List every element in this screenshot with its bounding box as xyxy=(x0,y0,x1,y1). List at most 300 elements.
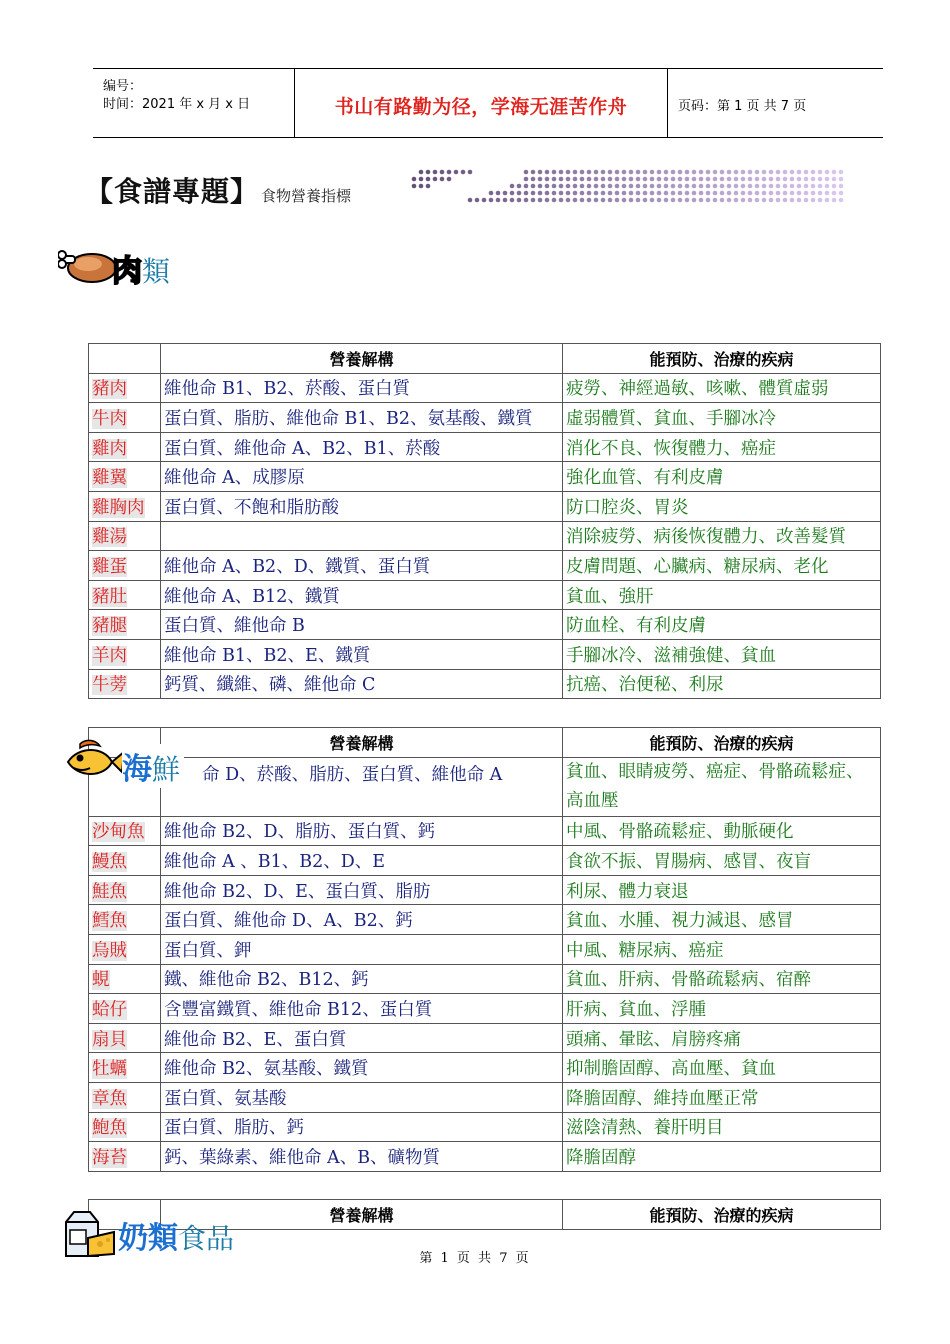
table-row xyxy=(89,757,881,816)
decor-dot xyxy=(538,191,543,196)
decor-dot xyxy=(461,170,466,175)
decor-dot xyxy=(636,177,641,182)
meat-table xyxy=(88,343,881,699)
decor-dot xyxy=(587,177,592,182)
table-row xyxy=(89,669,881,699)
fish-icon xyxy=(60,738,126,786)
decor-dot xyxy=(776,198,781,203)
decor-dot xyxy=(734,191,739,196)
decor-dot xyxy=(678,184,683,189)
decor-dot xyxy=(566,170,571,175)
decor-dot xyxy=(818,177,823,182)
decor-dot xyxy=(531,191,536,196)
decor-dot xyxy=(559,170,564,175)
decor-dot xyxy=(559,184,564,189)
decor-dot xyxy=(447,170,452,175)
disease-cell: 降膽固醇、維持血壓正常 xyxy=(563,1082,881,1112)
disease-cell: 皮膚問題、心臟病、糖尿病、老化 xyxy=(563,551,881,581)
table-row xyxy=(89,432,881,462)
decor-dot xyxy=(419,170,424,175)
decor-dot xyxy=(615,177,620,182)
decor-dot xyxy=(426,170,431,175)
decor-dot xyxy=(580,177,585,182)
nutrition-cell: 蛋白質、鉀 xyxy=(161,934,563,964)
decor-dot xyxy=(419,184,424,189)
decor-dot xyxy=(776,177,781,182)
decor-dot xyxy=(643,198,648,203)
decor-dot xyxy=(608,184,613,189)
decor-dot xyxy=(713,198,718,203)
decor-dot xyxy=(678,198,683,203)
decor-dot xyxy=(608,198,613,203)
decor-dot xyxy=(797,191,802,196)
decor-dot xyxy=(664,191,669,196)
decor-dot xyxy=(615,184,620,189)
decor-dot xyxy=(643,184,648,189)
decor-dot xyxy=(762,170,767,175)
decor-dot xyxy=(664,177,669,182)
decor-dot xyxy=(762,184,767,189)
disease-cell: 手腳冰冷、滋補強健、貧血 xyxy=(563,639,881,669)
header-page-cell xyxy=(668,69,883,137)
decor-dot xyxy=(622,170,627,175)
decor-dot xyxy=(790,198,795,203)
table-row xyxy=(89,639,881,669)
food-name: 牡蠣 xyxy=(92,1059,127,1080)
decor-dot xyxy=(832,184,837,189)
decor-dot xyxy=(678,177,683,182)
decor-dot xyxy=(839,191,844,196)
decor-dot xyxy=(713,184,718,189)
decor-dot xyxy=(671,177,676,182)
banner-subtitle: 食物營養指標 xyxy=(261,187,352,205)
decor-dot xyxy=(566,198,571,203)
decor-dot xyxy=(538,198,543,203)
decor-dot xyxy=(790,177,795,182)
decor-dot xyxy=(587,184,592,189)
food-name-cell xyxy=(89,1053,161,1083)
decor-dot xyxy=(566,184,571,189)
decor-dot xyxy=(412,184,417,189)
decor-dot xyxy=(741,198,746,203)
decor-dot xyxy=(664,184,669,189)
nutrition-header: 營養解構 xyxy=(161,344,563,374)
blank-header-cell xyxy=(89,344,161,374)
decor-dot xyxy=(671,184,676,189)
decor-dot xyxy=(594,177,599,182)
decor-dot xyxy=(727,177,732,182)
food-name: 雞翼 xyxy=(92,468,127,489)
decor-dot xyxy=(811,198,816,203)
decor-dot xyxy=(440,170,445,175)
food-name-cell xyxy=(89,1112,161,1142)
decor-dot xyxy=(678,170,683,175)
decor-dot xyxy=(531,184,536,189)
decor-dot xyxy=(832,177,837,182)
decor-dot xyxy=(531,170,536,175)
food-name: 蛤仔 xyxy=(92,999,127,1020)
disease-cell: 中風、骨骼疏鬆症、動脈硬化 xyxy=(563,816,881,846)
disease-cell: 消除疲勞、病後恢復體力、改善髮質 xyxy=(563,521,881,551)
decor-dot xyxy=(797,198,802,203)
disease-cell: 頭痛、暈眩、肩膀疼痛 xyxy=(563,1023,881,1053)
seafood-section-title xyxy=(122,744,184,788)
disease-cell: 防口腔炎、胃炎 xyxy=(563,491,881,521)
decor-dot xyxy=(650,177,655,182)
table-row xyxy=(89,403,881,433)
food-name: 烏賊 xyxy=(92,940,127,961)
dairy-title-b: 食品 xyxy=(178,1222,235,1255)
table-row xyxy=(89,816,881,846)
decor-dot xyxy=(748,184,753,189)
nutrition-cell: 維他命 B2、D、E、蛋白質、脂肪 xyxy=(161,875,563,905)
decor-dot xyxy=(706,198,711,203)
decor-dot xyxy=(769,191,774,196)
decor-dot xyxy=(818,198,823,203)
table-row xyxy=(89,905,881,935)
decor-dot xyxy=(517,198,522,203)
decor-dot xyxy=(734,177,739,182)
food-name-cell xyxy=(89,551,161,581)
decor-dot xyxy=(720,184,725,189)
decor-dot xyxy=(650,184,655,189)
nutrition-cell: 鈣、葉綠素、維他命 A、B、礦物質 xyxy=(161,1142,563,1172)
decor-dot xyxy=(783,184,788,189)
nutrition-cell: 維他命 B2、E、蛋白質 xyxy=(161,1023,563,1053)
number-label: 编号： xyxy=(103,79,143,94)
decor-dot xyxy=(804,177,809,182)
header-meta-cell xyxy=(93,69,295,137)
decor-dot xyxy=(496,191,501,196)
food-name: 海苔 xyxy=(92,1147,127,1168)
decor-dot xyxy=(685,170,690,175)
decor-dot xyxy=(573,177,578,182)
decor-dot xyxy=(839,170,844,175)
decor-dot xyxy=(587,191,592,196)
decor-dot xyxy=(580,198,585,203)
food-name: 雞胸肉 xyxy=(92,497,145,518)
decor-dot xyxy=(671,198,676,203)
decor-dot xyxy=(426,184,431,189)
food-name: 雞湯 xyxy=(92,527,127,548)
disease-cell: 防血栓、有利皮膚 xyxy=(563,610,881,640)
nutrition-cell: 鐵、維他命 B2、B12、鈣 xyxy=(161,964,563,994)
decor-dot xyxy=(629,198,634,203)
decor-dot xyxy=(748,177,753,182)
disease-cell: 降膽固醇 xyxy=(563,1142,881,1172)
chicken-leg-icon xyxy=(58,242,118,286)
decor-dot xyxy=(475,198,480,203)
decor-dot xyxy=(538,170,543,175)
decor-dot xyxy=(524,170,529,175)
decor-dot xyxy=(615,191,620,196)
decor-dot xyxy=(545,198,550,203)
decor-dot xyxy=(797,177,802,182)
decor-dot xyxy=(517,191,522,196)
nutrition-cell: 蛋白質、脂肪、維他命 B1、B2、氨基酸、鐵質 xyxy=(161,403,563,433)
food-name-cell xyxy=(89,491,161,521)
disease-cell: 強化血管、有利皮膚 xyxy=(563,462,881,492)
food-name: 豬肉 xyxy=(92,379,127,400)
decor-dot xyxy=(601,198,606,203)
decor-dot xyxy=(552,198,557,203)
nutrition-cell: 蛋白質、氨基酸 xyxy=(161,1082,563,1112)
food-name: 蜆 xyxy=(92,970,110,991)
decor-dot xyxy=(783,198,788,203)
disease-cell: 消化不良、恢復體力、癌症 xyxy=(563,432,881,462)
decor-dot xyxy=(678,191,683,196)
decor-dot xyxy=(433,170,438,175)
decor-dot xyxy=(622,191,627,196)
decor-dot xyxy=(804,191,809,196)
decor-dot xyxy=(615,198,620,203)
disease-cell: 疲勞、神經過敏、咳嗽、體質虛弱 xyxy=(563,373,881,403)
decor-dot xyxy=(762,191,767,196)
decor-dot xyxy=(489,198,494,203)
nutrition-header: 營養解構 xyxy=(161,1200,563,1230)
disease-cell: 中風、糖尿病、癌症 xyxy=(563,934,881,964)
food-name-cell xyxy=(89,403,161,433)
table-row xyxy=(89,580,881,610)
decor-dot xyxy=(426,177,431,182)
decor-dot xyxy=(671,170,676,175)
decor-dot xyxy=(825,198,830,203)
decor-dot xyxy=(811,191,816,196)
decor-dot xyxy=(804,184,809,189)
page-info: 页码：第 1 页 共 7 页 xyxy=(678,99,807,114)
disease-header: 能預防、治療的疾病 xyxy=(563,728,881,758)
decor-dot xyxy=(741,191,746,196)
food-name: 牛肉 xyxy=(92,408,127,429)
decor-dot xyxy=(671,191,676,196)
decor-dot xyxy=(538,177,543,182)
decor-dot xyxy=(531,198,536,203)
banner xyxy=(85,170,351,210)
decor-dot xyxy=(622,184,627,189)
table-row xyxy=(89,964,881,994)
decor-dot xyxy=(706,170,711,175)
decor-dot xyxy=(713,191,718,196)
decor-dot xyxy=(685,198,690,203)
decor-dot xyxy=(538,184,543,189)
food-name-cell xyxy=(89,580,161,610)
decor-dot xyxy=(797,184,802,189)
decor-dot xyxy=(559,198,564,203)
food-name-cell xyxy=(89,610,161,640)
decor-dot xyxy=(727,198,732,203)
table-row xyxy=(89,875,881,905)
decor-dot xyxy=(419,177,424,182)
decor-dot xyxy=(601,191,606,196)
decor-dot xyxy=(657,191,662,196)
banner-title: 【食譜專題】 xyxy=(85,175,260,208)
decor-dot xyxy=(776,191,781,196)
decor-dot xyxy=(741,170,746,175)
nutrition-cell: 含豐富鐵質、維他命 B12、蛋白質 xyxy=(161,994,563,1024)
decor-dot xyxy=(566,191,571,196)
decor-dot xyxy=(510,198,515,203)
decor-dot xyxy=(629,191,634,196)
decor-dot xyxy=(790,191,795,196)
decor-dot xyxy=(636,191,641,196)
decor-dot xyxy=(636,184,641,189)
decor-dot xyxy=(699,184,704,189)
decor-dot xyxy=(454,170,459,175)
time-label: 时间：2021 年 x 月 x 日 xyxy=(103,97,251,112)
decor-dot xyxy=(755,191,760,196)
decor-dot xyxy=(650,198,655,203)
decor-dot xyxy=(517,184,522,189)
decor-dot xyxy=(776,184,781,189)
disease-cell: 食欲不振、胃腸病、感冒、夜盲 xyxy=(563,846,881,876)
decor-dot xyxy=(776,170,781,175)
disease-cell: 滋陰清熱、養肝明目 xyxy=(563,1112,881,1142)
table-header-row xyxy=(89,728,881,758)
table-row xyxy=(89,1112,881,1142)
decor-dot xyxy=(594,170,599,175)
disease-cell: 貧血、眼睛疲勞、癌症、骨骼疏鬆症、高血壓 xyxy=(563,757,881,816)
decor-dot xyxy=(797,170,802,175)
decor-dot xyxy=(657,177,662,182)
decor-dot xyxy=(804,198,809,203)
nutrition-cell: 蛋白質、脂肪、鈣 xyxy=(161,1112,563,1142)
food-name-cell xyxy=(89,639,161,669)
decor-dot xyxy=(685,177,690,182)
food-name-cell xyxy=(89,1142,161,1172)
decor-dot xyxy=(734,170,739,175)
decor-dot xyxy=(755,177,760,182)
decor-dot xyxy=(825,191,830,196)
food-name: 章魚 xyxy=(92,1088,127,1109)
disease-cell: 抗癌、治便秘、利尿 xyxy=(563,669,881,699)
disease-cell: 肝病、貧血、浮腫 xyxy=(563,994,881,1024)
decor-dot xyxy=(748,191,753,196)
nutrition-cell: 蛋白質、維他命 A、B2、B1、菸酸 xyxy=(161,432,563,462)
decor-dot xyxy=(503,191,508,196)
decor-dot xyxy=(650,191,655,196)
decor-dot xyxy=(783,191,788,196)
food-name-cell xyxy=(89,816,161,846)
table-row xyxy=(89,994,881,1024)
decor-dot xyxy=(580,191,585,196)
decor-dot xyxy=(580,184,585,189)
decor-dot xyxy=(594,198,599,203)
decor-dot xyxy=(720,177,725,182)
food-name: 羊肉 xyxy=(92,645,127,666)
decor-dot xyxy=(657,170,662,175)
decor-dot xyxy=(699,198,704,203)
decor-dot xyxy=(622,177,627,182)
decor-dot xyxy=(657,184,662,189)
motto: 书山有路勤为径，学海无涯苦作舟 xyxy=(334,96,628,118)
decor-dot xyxy=(790,184,795,189)
decor-dot xyxy=(657,198,662,203)
decor-dot xyxy=(727,184,732,189)
table-row xyxy=(89,521,881,551)
decor-dot xyxy=(545,177,550,182)
disease-header: 能預防、治療的疾病 xyxy=(563,344,881,374)
nutrition-cell: 維他命 A 、B1、B2、D、E xyxy=(161,846,563,876)
decor-dot xyxy=(699,191,704,196)
decor-dot xyxy=(811,177,816,182)
decor-dot xyxy=(643,191,648,196)
decor-dot xyxy=(692,184,697,189)
decor-dot xyxy=(734,198,739,203)
decor-dot xyxy=(769,184,774,189)
decor-dot xyxy=(601,177,606,182)
decor-dot xyxy=(839,177,844,182)
decor-dot xyxy=(566,177,571,182)
decor-dot xyxy=(699,170,704,175)
decor-dot xyxy=(755,198,760,203)
food-name-cell xyxy=(89,432,161,462)
decor-dot xyxy=(741,177,746,182)
decor-dot xyxy=(601,184,606,189)
decor-dot xyxy=(496,198,501,203)
decor-dot xyxy=(832,198,837,203)
decor-dot xyxy=(762,198,767,203)
food-name-cell xyxy=(89,905,161,935)
decor-dot xyxy=(727,191,732,196)
food-name-cell xyxy=(89,521,161,551)
nutrition-cell: 蛋白質、維他命 B xyxy=(161,610,563,640)
decor-dot xyxy=(706,191,711,196)
decor-dot xyxy=(790,170,795,175)
decor-dot xyxy=(545,170,550,175)
food-name-cell xyxy=(89,1023,161,1053)
decor-dot xyxy=(524,177,529,182)
decor-dot xyxy=(531,177,536,182)
decor-dot xyxy=(489,191,494,196)
decor-dot xyxy=(783,170,788,175)
food-name-cell xyxy=(89,669,161,699)
decor-dot xyxy=(762,177,767,182)
table-row xyxy=(89,846,881,876)
decor-dot xyxy=(692,170,697,175)
decor-dot xyxy=(643,177,648,182)
table-row xyxy=(89,1142,881,1172)
nutrition-cell: 維他命 B1、B2、菸酸、蛋白質 xyxy=(161,373,563,403)
seafood-title-a: 海 xyxy=(122,752,152,787)
food-name: 扇貝 xyxy=(92,1029,127,1050)
decor-dot xyxy=(587,198,592,203)
table-row xyxy=(89,934,881,964)
decor-dot xyxy=(650,170,655,175)
decor-dot xyxy=(636,170,641,175)
page-footer: 第 1 页 共 7 页 xyxy=(419,1251,531,1266)
decor-dot xyxy=(573,184,578,189)
decor-dot xyxy=(608,170,613,175)
nutrition-cell xyxy=(161,521,563,551)
food-name: 沙甸魚 xyxy=(92,822,145,843)
decor-dot xyxy=(748,170,753,175)
decor-dot xyxy=(545,191,550,196)
food-name-cell xyxy=(89,875,161,905)
decor-dot xyxy=(839,198,844,203)
decor-dot xyxy=(706,184,711,189)
decor-dot xyxy=(615,170,620,175)
decor-dot xyxy=(468,198,473,203)
dairy-title-a: 奶類 xyxy=(118,1221,178,1256)
decor-dot xyxy=(664,170,669,175)
food-name-cell xyxy=(89,846,161,876)
food-name: 雞肉 xyxy=(92,438,127,459)
table-row xyxy=(89,610,881,640)
disease-cell: 貧血、肝病、骨骼疏鬆病、宿醉 xyxy=(563,964,881,994)
decor-dot xyxy=(685,191,690,196)
food-name: 牛蒡 xyxy=(92,675,127,696)
decor-dot xyxy=(748,198,753,203)
